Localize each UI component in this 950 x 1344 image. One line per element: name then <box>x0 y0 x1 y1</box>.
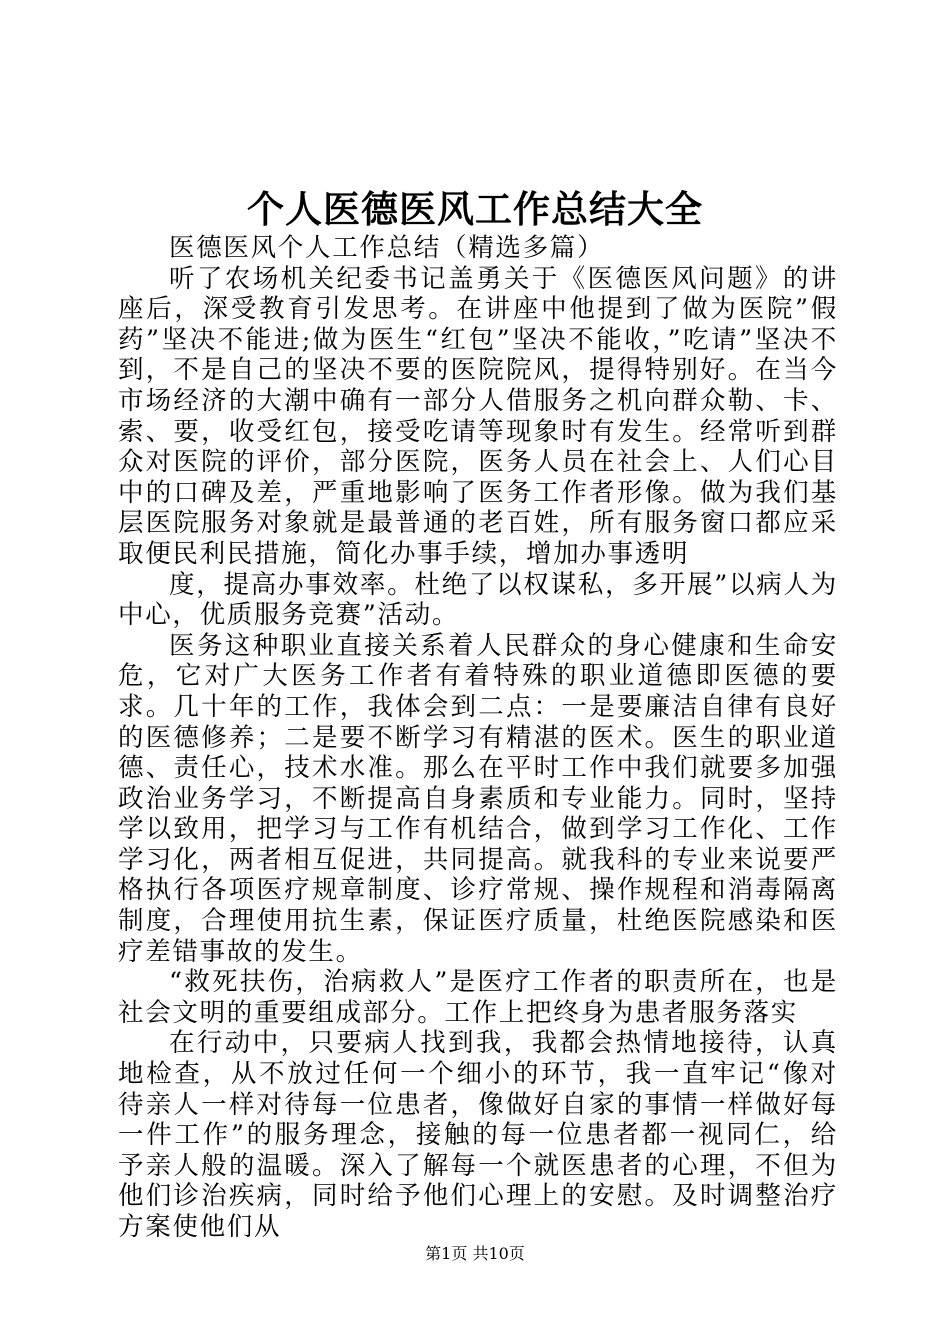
document-title: 个人医德医风工作总结大全 <box>247 187 703 231</box>
paragraph-subtitle: 医德医风个人工作总结（精选多篇） <box>169 233 605 263</box>
paragraph: 在行动中，只要病人找到我，我都会热情地接待，认真地检查，从不放过任何一个细小的环节，我一直牢记“像对待亲人一样对待每一位患者，像做好自家的事情一样做好每一件工作”的服务理念，接触的每一位患者都一视同仁，给予亲人般的温暖。深入了解每一个就医患者的心理，不但为他们诊治疾病，同时给予他们心理上的安慰。及时调整治疗方案使他们从 <box>118 1028 838 1242</box>
paragraph: 听了农场机关纪委书记盖勇关于《医德医风问题》的讲座后，深受教育引发思考。在讲座中他提到了做为医院”假药”坚决不能进;做为医生“红包”坚决不能收，”吃请”坚决不到，不是自己的坚决不要的医院院风，提得特别好。在当今市场经济的大潮中确有一部分人借服务之机向群众勒、卡、索、要，收受红包，接受吃请等现象时有发生。经常听到群众对医院的评价，部分医院，医务人员在社会上、人们心目中的口碑及差，严重地影响了医务工作者形像。做为我们基层医院服务对象就是最普通的老百姓，所有服务窗口都应采取便民利民措施，简化办事手续，增加办事透明 <box>118 263 838 569</box>
page-footer: 第1页 共10页 <box>425 1244 525 1263</box>
paragraph: “救死扶伤，治病救人”是医疗工作者的职责所在，也是社会文明的重要组成部分。工作上把终身为患者服务落实 <box>118 967 838 1028</box>
document-body <box>118 233 838 1243</box>
paragraph: 度，提高办事效率。杜绝了以权谋私，多开展”以病人为中心，优质服务竞赛”活动。 <box>118 569 838 631</box>
paragraph: 医务这种职业直接关系着人民群众的身心健康和生命安危，它对广大医务工作者有着特殊的职业道德即医德的要求。几十年的工作，我体会到二点：一是要廉洁自律有良好的医德修养；二是要不断学习有精湛的医术。医生的职业道德、责任心，技术水准。那么在平时工作中我们就要多加强政治业务学习，不断提高自身素质和专业能力。同时，坚持学以致用，把学习与工作有机结合，做到学习工作化、工作学习化，两者相互促进，共同提高。就我科的专业来说要严格执行各项医疗规章制度、诊疗常规、操作规程和消毒隔离制度，合理使用抗生素，保证医疗质量，杜绝医院感染和医疗差错事故的发生。 <box>118 630 838 967</box>
